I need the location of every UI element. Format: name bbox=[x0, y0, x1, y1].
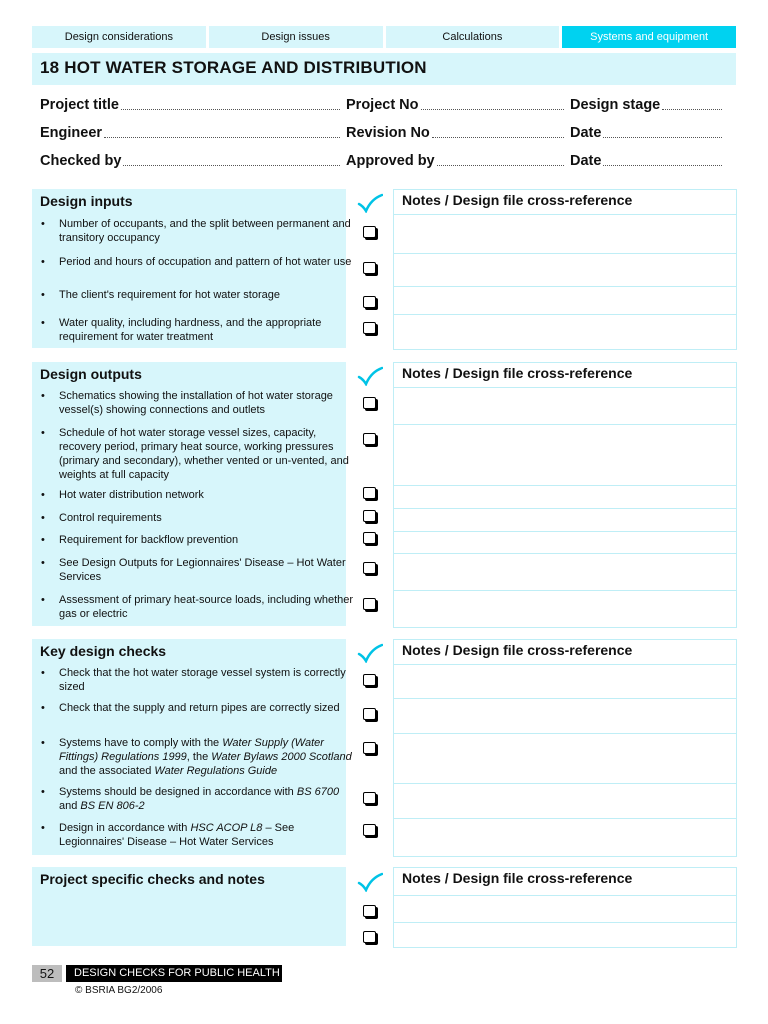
list-item: • Systems should be designed in accordance with BS 6700 and BS EN 806-2 bbox=[40, 785, 359, 813]
approved-by-line bbox=[437, 153, 564, 166]
checkbox[interactable] bbox=[363, 824, 376, 836]
date-field-1[interactable] bbox=[570, 125, 722, 141]
approved-by-field[interactable] bbox=[346, 153, 564, 169]
list-item: • Number of occupants, and the split between permanent and transitory occupancy bbox=[40, 217, 359, 245]
project-no-field[interactable] bbox=[346, 97, 564, 113]
engineer-label: Engineer bbox=[40, 125, 103, 141]
notes-row[interactable] bbox=[394, 698, 736, 699]
page-number: 52 bbox=[32, 965, 62, 982]
tab-bar bbox=[32, 26, 736, 48]
notes-heading: Notes / Design file cross-reference bbox=[402, 642, 633, 658]
design-stage-line bbox=[662, 97, 722, 110]
project-specific-notes[interactable] bbox=[393, 867, 737, 948]
design-inputs-panel bbox=[32, 189, 352, 348]
checkbox[interactable] bbox=[363, 905, 376, 917]
design-inputs-heading: Design inputs bbox=[40, 193, 133, 209]
notes-row[interactable] bbox=[394, 531, 736, 532]
key-design-checks-notes[interactable] bbox=[393, 639, 737, 857]
notes-row[interactable] bbox=[394, 664, 736, 665]
design-outputs-notes[interactable] bbox=[393, 362, 737, 628]
notes-row[interactable] bbox=[394, 895, 736, 896]
tab-systems-and-equipment[interactable]: Systems and equipment bbox=[562, 26, 736, 48]
list-item: • Check that the supply and return pipes are correctly sized bbox=[40, 701, 359, 715]
project-title-line bbox=[121, 97, 340, 110]
notes-row[interactable] bbox=[394, 553, 736, 554]
list-item: • Schematics showing the installation of hot water storage vessel(s) showing connections and outlets bbox=[40, 389, 359, 417]
design-stage-field[interactable] bbox=[570, 97, 722, 113]
list-item: • Design in accordance with HSC ACOP L8 – See Legionnaires' Disease – Hot Water Services bbox=[40, 821, 359, 849]
list-item: • See Design Outputs for Legionnaires' Disease – Hot Water Services bbox=[40, 556, 359, 584]
list-item: • Systems have to comply with the Water Supply (Water Fittings) Regulations 1999, the Water Bylaws 2000 Scotland and the associated Water Regulations Guide bbox=[40, 736, 359, 778]
design-stage-label: Design stage bbox=[570, 97, 661, 113]
tab-calculations[interactable]: Calculations bbox=[386, 26, 560, 48]
approved-by-label: Approved by bbox=[346, 153, 435, 169]
notes-heading: Notes / Design file cross-reference bbox=[402, 365, 633, 381]
notes-row[interactable] bbox=[394, 253, 736, 254]
checked-by-line bbox=[123, 153, 340, 166]
checkbox[interactable] bbox=[363, 532, 376, 544]
design-inputs-notes[interactable] bbox=[393, 189, 737, 350]
notes-row[interactable] bbox=[394, 485, 736, 486]
notes-row[interactable] bbox=[394, 387, 736, 388]
engineer-line bbox=[104, 125, 340, 138]
checkbox[interactable] bbox=[363, 792, 376, 804]
checkbox[interactable] bbox=[363, 226, 376, 238]
list-item: • Control requirements bbox=[40, 511, 359, 525]
notes-row[interactable] bbox=[394, 922, 736, 923]
notes-row[interactable] bbox=[394, 733, 736, 734]
checkmark-icon bbox=[357, 193, 383, 213]
project-specific-panel[interactable] bbox=[32, 867, 346, 946]
date-line-1 bbox=[603, 125, 722, 138]
list-item: • The client's requirement for hot water storage bbox=[40, 288, 359, 302]
notes-row[interactable] bbox=[394, 424, 736, 425]
project-specific-heading: Project specific checks and notes bbox=[40, 871, 265, 887]
checkbox[interactable] bbox=[363, 598, 376, 610]
section-title-bar bbox=[32, 53, 736, 85]
notes-row[interactable] bbox=[394, 783, 736, 784]
copyright: © BSRIA BG2/2006 bbox=[75, 985, 163, 996]
list-item: • Period and hours of occupation and pattern of hot water use bbox=[40, 255, 359, 269]
checkbox[interactable] bbox=[363, 262, 376, 274]
notes-row[interactable] bbox=[394, 818, 736, 819]
checkbox[interactable] bbox=[363, 397, 376, 409]
notes-row[interactable] bbox=[394, 214, 736, 215]
notes-row[interactable] bbox=[394, 508, 736, 509]
engineer-field[interactable] bbox=[40, 125, 340, 141]
revision-no-field[interactable] bbox=[346, 125, 564, 141]
notes-row[interactable] bbox=[394, 314, 736, 315]
list-item: • Schedule of hot water storage vessel sizes, capacity, recovery period, primary heat source, working pressures (primary and secondary), whether vented or un-vented, and weights at full capacity bbox=[40, 426, 359, 482]
key-design-checks-panel bbox=[32, 639, 352, 855]
footer-title: DESIGN CHECKS FOR PUBLIC HEALTH bbox=[66, 965, 282, 982]
checkbox[interactable] bbox=[363, 433, 376, 445]
notes-heading: Notes / Design file cross-reference bbox=[402, 192, 633, 208]
revision-no-label: Revision No bbox=[346, 125, 430, 141]
notes-row[interactable] bbox=[394, 286, 736, 287]
project-no-line bbox=[421, 97, 564, 110]
checkbox[interactable] bbox=[363, 487, 376, 499]
design-outputs-heading: Design outputs bbox=[40, 366, 142, 382]
checkbox[interactable] bbox=[363, 742, 376, 754]
date-label-2: Date bbox=[570, 153, 602, 169]
list-item: • Assessment of primary heat-source loads, including whether gas or electric bbox=[40, 593, 359, 621]
checkbox[interactable] bbox=[363, 562, 376, 574]
project-no-label: Project No bbox=[346, 97, 419, 113]
checked-by-field[interactable] bbox=[40, 153, 340, 169]
design-outputs-panel bbox=[32, 362, 354, 626]
checkbox[interactable] bbox=[363, 931, 376, 943]
list-item: • Hot water distribution network bbox=[40, 488, 359, 502]
list-item: • Water quality, including hardness, and the appropriate requirement for water treatment bbox=[40, 316, 359, 344]
checkmark-icon bbox=[357, 872, 383, 892]
key-design-checks-heading: Key design checks bbox=[40, 643, 167, 659]
date-label-1: Date bbox=[570, 125, 602, 141]
checkbox[interactable] bbox=[363, 708, 376, 720]
tab-design-considerations[interactable]: Design considerations bbox=[32, 26, 206, 48]
checkmark-icon bbox=[357, 366, 383, 386]
date-field-2[interactable] bbox=[570, 153, 722, 169]
checkbox[interactable] bbox=[363, 322, 376, 334]
checkbox[interactable] bbox=[363, 510, 376, 522]
notes-row[interactable] bbox=[394, 590, 736, 591]
checkmark-icon bbox=[357, 643, 383, 663]
list-item: • Requirement for backflow prevention bbox=[40, 533, 359, 547]
tab-design-issues[interactable]: Design issues bbox=[209, 26, 383, 48]
notes-heading: Notes / Design file cross-reference bbox=[402, 870, 633, 886]
checkbox[interactable] bbox=[363, 296, 376, 308]
checkbox[interactable] bbox=[363, 674, 376, 686]
date-line-2 bbox=[603, 153, 722, 166]
project-title-field[interactable] bbox=[40, 97, 340, 113]
project-title-label: Project title bbox=[40, 97, 119, 113]
page-title: 18 HOT WATER STORAGE AND DISTRIBUTION bbox=[40, 58, 427, 77]
checked-by-label: Checked by bbox=[40, 153, 122, 169]
revision-no-line bbox=[432, 125, 564, 138]
list-item: • Check that the hot water storage vessel system is correctly sized bbox=[40, 666, 359, 694]
